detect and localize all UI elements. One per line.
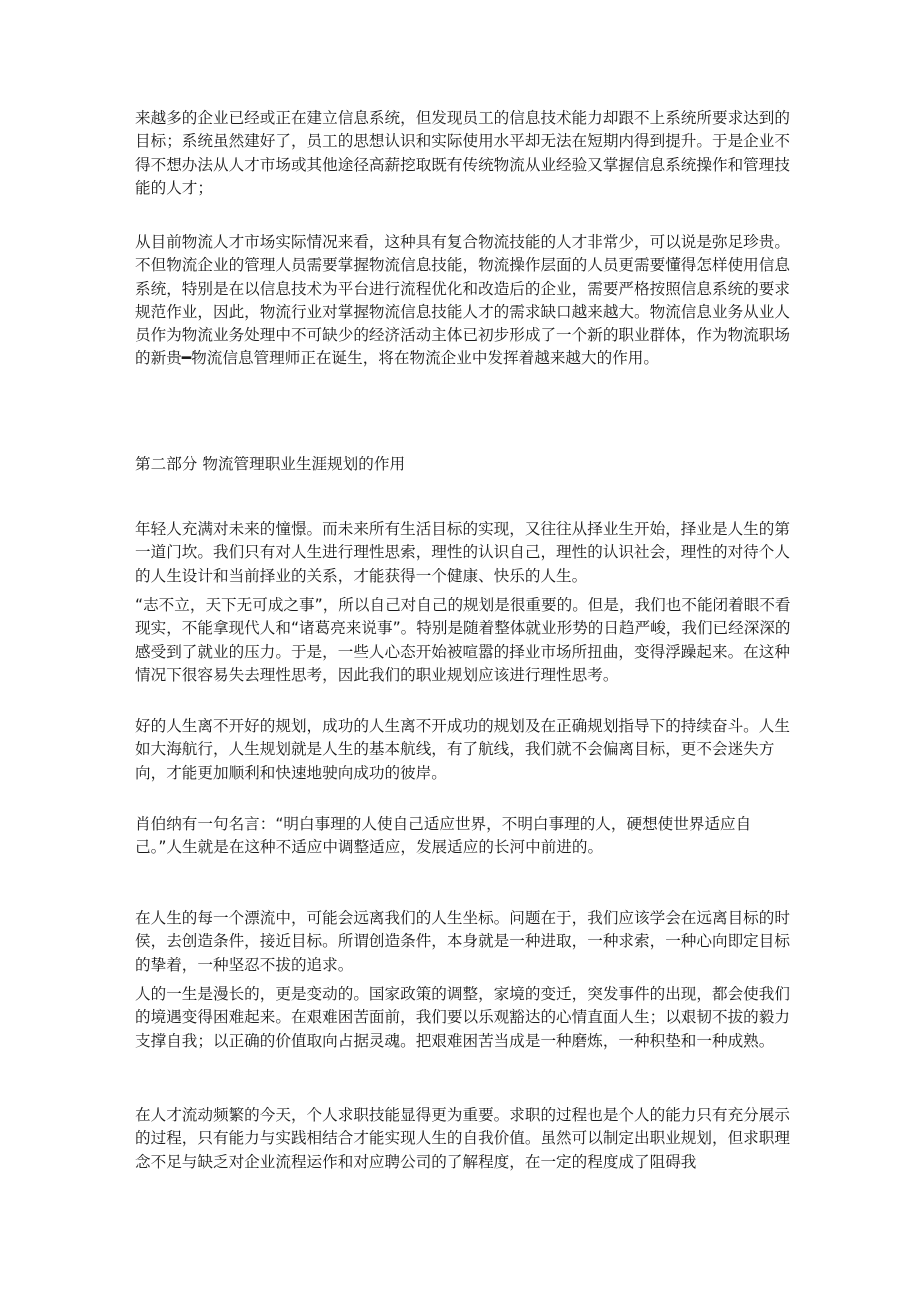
paragraph-5: 好的人生离不开好的规划，成功的人生离不开成功的规划及在正确规划指导下的持续奋斗。人生如大海航行，人生规划就是人生的基本航线，有了航线，我们就不会偏离目标，更不会迷失方向，才能更加顺利和快速地驶向成功的彼岸。 [135, 717, 790, 782]
paragraph-7: 在人生的每一个漂流中，可能会远离我们的人生坐标。问题在于，我们应该学会在远离目标的时侯，去创造条件，接近目标。所谓创造条件，本身就是一种进取，一种求索，一种心向即定目标的挚着，一种坚忍不拔的追求。 [135, 909, 790, 974]
paragraph-1: 来越多的企业已经或正在建立信息系统，但发现员工的信息技术能力却跟不上系统所要求达到的目标；系统虽然建好了，员工的思想认识和实际使用水平却无法在短期内得到提升。于是企业不得不想办法从人才市场或其他途径高薪挖取既有传统物流从业经验又掌握信息系统操作和管理技能的人才； [135, 109, 790, 197]
paragraph-2: 从目前物流人才市场实际情况来看，这种具有复合物流技能的人才非常少，可以说是弥足珍贵。不但物流企业的管理人员需要掌握物流信息技能，物流操作层面的人员更需要懂得怎样使用信息系统，特别是在以信息技术为平台进行流程优化和改造后的企业，需要严格按照信息系统的要求规范作业，因此，物流行业对掌握物流信息技能人才的需求缺口越来越大。物流信息业务从业人员作为物流业务处理中不可缺少的经济活动主体已初步形成了一个新的职业群体，作为物流职场的新贵━物流信息管理师正在诞生，将在物流企业中发挥着越来越大的作用。 [135, 233, 790, 368]
section-heading: 第二部分 物流管理职业生涯规划的作用 [135, 455, 406, 473]
paragraph-8: 人的一生是漫长的，更是变动的。国家政策的调整，家境的变迁，突发事件的出现，都会使我们的境遇变得困难起来。在艰难困苦面前，我们要以乐观豁达的心情直面人生；以艰韧不拔的毅力支撑自我；以正确的价值取向占据灵魂。把艰难困苦当成是一种磨炼，一种积垫和一种成熟。 [135, 985, 790, 1050]
paragraph-6: 肖伯纳有一句名言：“明白事理的人使自己适应世界，不明白事理的人，硬想使世界适应自己。”人生就是在这种不适应中调整适应，发展适应的长河中前进的。 [135, 815, 752, 857]
paragraph-9: 在人才流动频繁的今天，个人求职技能显得更为重要。求职的过程也是个人的能力只有充分展示的过程，只有能力与实践相结合才能实现人生的自我价值。虽然可以制定出职业规划，但求职理念不足与缺乏对企业流程运作和对应聘公司的了解程度，在一定的程度成了阻碍我 [135, 1106, 790, 1171]
paragraph-3: 年轻人充满对未来的憧憬。而未来所有生活目标的实现，又往往从择业生开始，择业是人生的第一道门坎。我们只有对人生进行理性思索，理性的认识自己，理性的认识社会，理性的对待个人的人生设计和当前择业的关系，才能获得一个健康、快乐的人生。 [135, 520, 790, 585]
paragraph-4: “志不立，天下无可成之事”，所以自己对自己的规划是很重要的。但是，我们也不能闭着眼不看现实，不能拿现代人和“诸葛亮来说事”。特别是随着整体就业形势的日趋严峻，我们已经深深的感受到了就业的压力。于是，一些人心态开始被喧嚣的择业市场所扭曲，变得浮躁起来。在这种情况下很容易失去理性思考，因此我们的职业规划应该进行理性思考。 [135, 596, 791, 684]
